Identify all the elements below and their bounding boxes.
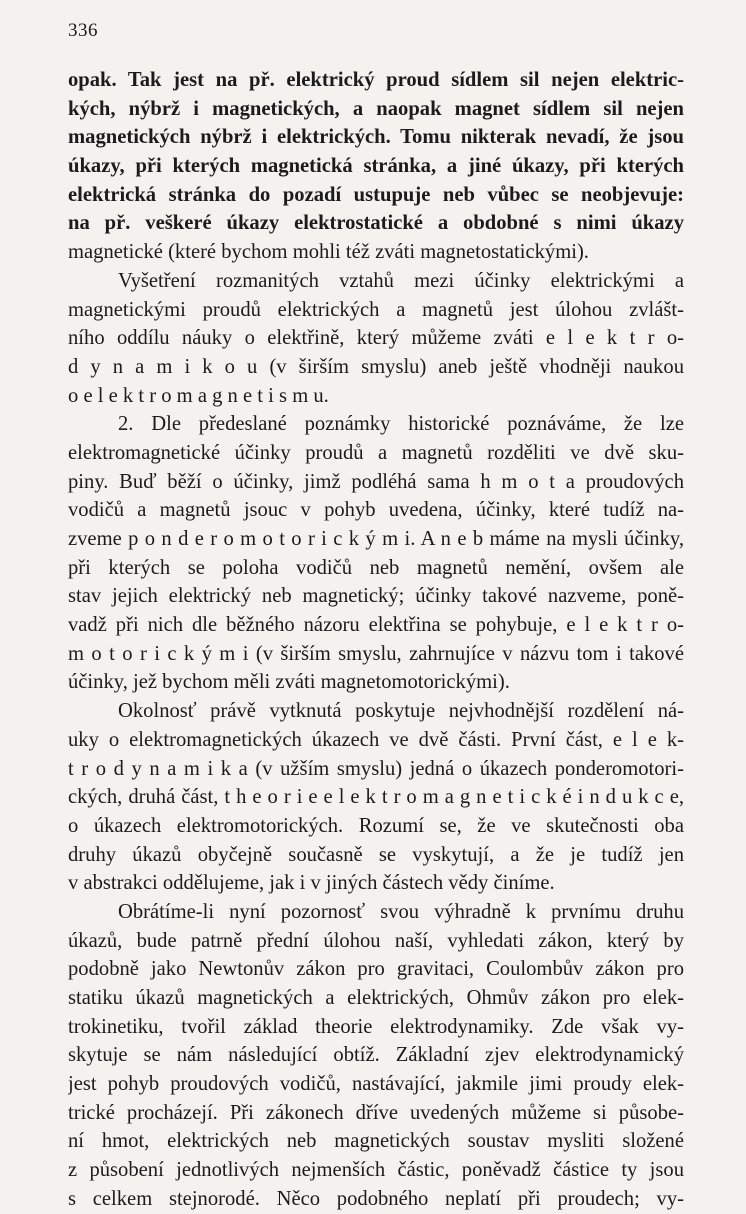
- text-line: 2. Dle předeslané poznámky historické poznáváme, že lze: [118, 413, 684, 436]
- text-line: elektromagnetické účinky proudů a magnetů rozděliti ve dvě sku-: [68, 441, 684, 464]
- text-line: úkazy, při kterých magnetická stránka, a jiné úkazy, při kterých: [68, 155, 684, 178]
- text-line: úkazů, bude patrně přední úlohou naší, vyhledati zákon, který by: [68, 929, 684, 952]
- text-line: Okolnosť právě vytknutá poskytuje nejvhodnější rozdělení ná-: [118, 700, 684, 723]
- text-line: podobně jako Newtonův zákon pro gravitaci, Coulombův zákon pro: [68, 958, 684, 981]
- text-line: magnetické (které bychom mohli též zváti magnetostatickými).: [68, 241, 589, 264]
- text-line: d y n a m i k o u (v širším smyslu) aneb ještě vhodněji naukou: [68, 355, 684, 378]
- text-line: při kterých se poloha vodičů neb magnetů nemění, ovšem ale: [68, 556, 684, 579]
- text-line: skytuje se nám následující obtíž. Základní zjev elektrodynamický: [68, 1044, 684, 1067]
- text-line: ckých, druhá část, t h e o r i e e l e k t r o m a g n e t i c k é i n d u k c e,: [68, 786, 684, 809]
- text-line: druhy úkazů obyčejně současně se vyskytují, a že je tudíž jen: [68, 843, 684, 866]
- text-line: vadž při nich dle běžného názoru elektřina se pohybuje, e l e k t r o-: [68, 614, 684, 637]
- text-line: v abstrakci oddělujeme, jak i v jiných částech vědy činíme.: [68, 872, 555, 895]
- text-line: ního oddílu náuky o elektřině, který můžeme zváti e l e k t r o-: [68, 327, 684, 350]
- text-line: magnetickými proudů elektrických a magnetů jest úlohou zvlášt-: [68, 298, 684, 321]
- text-line: opak. Tak jest na př. elektrický proud sídlem sil nejen elektric-: [68, 69, 684, 91]
- text-line: na př. veškeré úkazy elektrostatické a obdobné s nimi úkazy: [68, 212, 684, 235]
- text-line: trokinetiku, tvořil základ theorie elektrodynamiky. Zde však vy-: [68, 1015, 684, 1038]
- text-line: s celkem stejnorodé. Něco podobného neplatí při proudech; vy-: [68, 1187, 684, 1210]
- text-line: t r o d y n a m i k a (v užším smyslu) jedná o úkazech ponderomotori-: [68, 757, 684, 780]
- page-number: 336: [68, 20, 98, 41]
- text-line: magnetických nýbrž i elektrických. Tomu nikterak nevadí, že jsou: [68, 126, 684, 149]
- text-line: vodičů a magnetů jsouc v pohyb uvedena, účinky, které tudíž na-: [68, 499, 684, 522]
- text-line: uky o elektromagnetických úkazech ve dvě části. První část, e l e k-: [68, 728, 684, 751]
- body-text: [68, 66, 684, 1214]
- text-line: ní hmot, elektrických neb magnetických soustav mysliti složené: [68, 1130, 684, 1153]
- text-line: stav jejich elektrický neb magnetický; účinky takové nazveme, poně-: [68, 585, 684, 608]
- text-line: zveme p o n d e r o m o t o r i c k ý m i. A n e b máme na mysli účinky,: [68, 528, 684, 550]
- text-line: m o t o r i c k ý m i (v širším smyslu, zahrnujíce v názvu tom i takové: [68, 642, 684, 665]
- text-line: jest pohyb proudových vodičů, nastávající, jakmile jimi proudy elek-: [68, 1073, 684, 1096]
- text-line: o úkazech elektromotorických. Rozumí se, že ve skutečnosti oba: [68, 814, 684, 837]
- text-line: kých, nýbrž i magnetických, a naopak magnet sídlem sil nejen: [68, 97, 684, 120]
- text-line: z působení jednotlivých nejmenších částic, poněvadž částice ty jsou: [68, 1159, 684, 1182]
- text-line: trické procházejí. Při zákonech dříve uvedených můžeme si působe-: [68, 1101, 684, 1124]
- text-line: piny. Buď běží o účinky, jimž podléhá sama h m o t a proudových: [68, 470, 684, 493]
- text-line: elektrická stránka do pozadí ustupuje neb vůbec se neobjevuje:: [68, 183, 684, 206]
- text-line: o e l e k t r o m a g n e t i s m u.: [68, 384, 329, 407]
- text-line: účinky, jež bychom měli zváti magnetomotorickými).: [68, 671, 510, 694]
- text-line: Vyšetření rozmanitých vztahů mezi účinky elektrickými a: [118, 269, 684, 292]
- text-line: Obrátíme-li nyní pozornosť svou výhradně k prvnímu druhu: [118, 900, 684, 923]
- text-line: statiku úkazů magnetických a elektrických, Ohmův zákon pro elek-: [68, 987, 684, 1009]
